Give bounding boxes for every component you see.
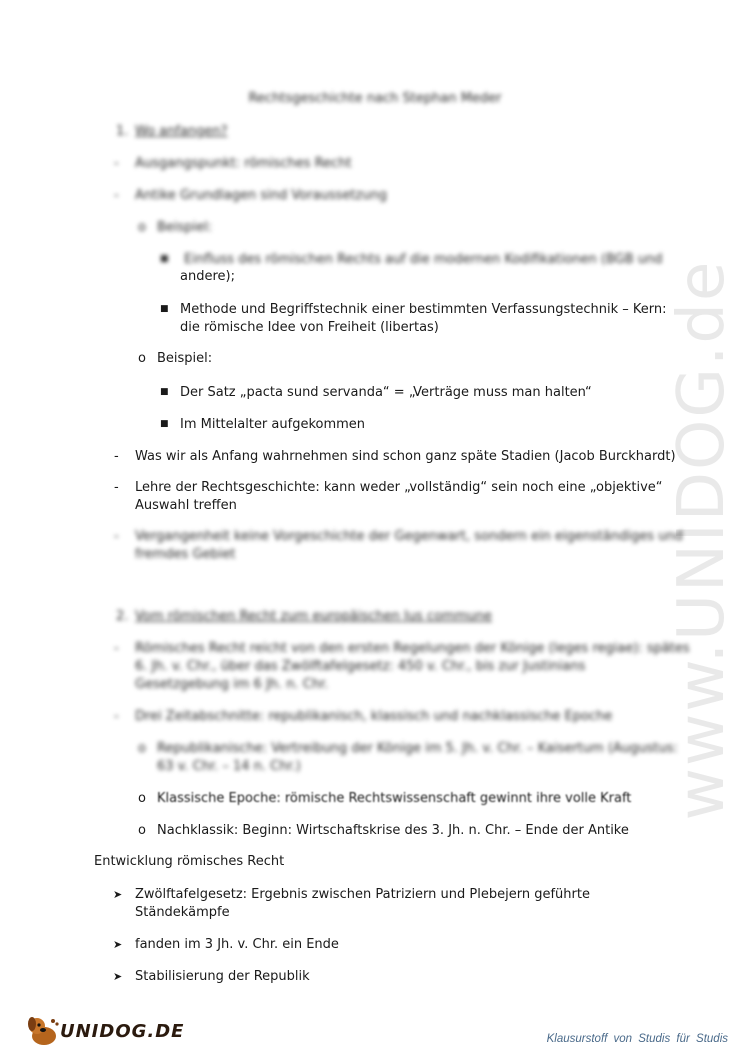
square-bullet: ■ xyxy=(160,254,169,264)
dog-icon xyxy=(24,1012,60,1048)
list-item: Antike Grundlagen sind Voraussetzung xyxy=(135,188,387,203)
epoch-item: Klassische Epoche: römische Rechtswissenschaft gewinnt ihre volle Kraft xyxy=(157,791,632,806)
list-item: Vergangenheit keine Vorgeschichte der Gegenwart, sondern ein eigenständiges und xyxy=(135,529,683,544)
unidog-logo[interactable] xyxy=(22,1012,185,1052)
development-heading: Entwicklung römisches Recht xyxy=(94,854,285,869)
circle-bullet: o xyxy=(138,741,146,756)
list-item-cont: Ständekämpfe xyxy=(135,905,230,920)
list-item: Stabilisierung der Republik xyxy=(135,969,310,984)
list-item: Zwölftafelgesetz: Ergebnis zwischen Patriziern und Plebejern geführte xyxy=(135,887,590,902)
dash-bullet: - xyxy=(114,156,119,171)
footer-note: Klausurstoff von Studis für Studis xyxy=(546,1033,728,1045)
section-heading: Vom römischen Recht zum europäischen Ius commune xyxy=(135,609,492,624)
square-bullet: ■ xyxy=(160,387,169,397)
list-item-cont: andere); xyxy=(180,269,235,284)
dash-bullet: - xyxy=(114,188,119,203)
list-item-cont: fremdes Gebiet xyxy=(135,547,236,562)
list-item: Der Satz „pacta sund servanda“ = „Verträge muss man halten“ xyxy=(180,385,592,400)
dash-bullet: - xyxy=(114,480,119,495)
page-title: Rechtsgeschichte nach Stephan Meder xyxy=(248,91,502,106)
dash-bullet: - xyxy=(114,449,119,464)
list-item-cont: 6. Jh. v. Chr., über das Zwölftafelgesetz: 450 v. Chr., bis zur Justinians xyxy=(135,659,586,674)
dash-bullet: - xyxy=(114,529,119,544)
list-item: Methode und Begriffstechnik einer bestimmten Verfassungstechnik – Kern: xyxy=(180,302,667,317)
arrow-bullet-icon: ➤ xyxy=(113,888,123,901)
circle-bullet: o xyxy=(138,823,146,838)
example-label: Beispiel: xyxy=(157,351,213,366)
watermark: www.UNIDOG.de xyxy=(665,259,739,821)
list-item-cont: Gesetzgebung im 6 Jh. n. Chr. xyxy=(135,677,329,692)
list-item: Ausgangspunkt: römisches Recht xyxy=(135,156,352,171)
epoch-item: Nachklassik: Beginn: Wirtschaftskrise des 3. Jh. n. Chr. – Ende der Antike xyxy=(157,823,629,838)
dash-bullet: - xyxy=(114,641,119,656)
list-item-cont: Auswahl treffen xyxy=(135,498,237,513)
list-item: Einfluss des römischen Rechts auf die modernen Kodifikationen (BGB und xyxy=(184,252,663,267)
circle-bullet: o xyxy=(138,791,146,806)
arrow-bullet-icon: ➤ xyxy=(113,970,123,983)
logo-text: UNIDOG.DE xyxy=(60,1021,185,1042)
list-item: Römisches Recht reicht von den ersten Regelungen der Könige (leges regiae): spätes xyxy=(135,641,690,656)
epoch-item-cont: 63 v. Chr. – 14 n. Chr.) xyxy=(157,759,301,774)
circle-bullet: o xyxy=(138,220,146,235)
section-number: 2. xyxy=(116,609,129,624)
arrow-bullet-icon: ➤ xyxy=(113,938,123,951)
list-item-cont: die römische Idee von Freiheit (libertas) xyxy=(180,320,439,335)
square-bullet: ■ xyxy=(160,304,169,314)
list-item: Was wir als Anfang wahrnehmen sind schon ganz späte Stadien (Jacob Burckhardt) xyxy=(135,449,676,464)
example-label: Beispiel: xyxy=(157,220,213,235)
section-heading: Wo anfangen? xyxy=(135,124,228,139)
dash-bullet: - xyxy=(114,709,119,724)
epoch-item: Republikanische: Vertreibung der Könige im 5. Jh. v. Chr. – Kaisertum (Augustus: xyxy=(157,741,678,756)
list-item: Drei Zeitabschnitte: republikanisch, klassisch und nachklassische Epoche xyxy=(135,709,613,724)
section-number: 1. xyxy=(116,124,129,139)
circle-bullet: o xyxy=(138,351,146,366)
list-item: Lehre der Rechtsgeschichte: kann weder „vollständig“ sein noch eine „objektive“ xyxy=(135,480,663,495)
list-item: fanden im 3 Jh. v. Chr. ein Ende xyxy=(135,937,339,952)
square-bullet: ■ xyxy=(160,419,169,429)
list-item: Im Mittelalter aufgekommen xyxy=(180,417,366,432)
